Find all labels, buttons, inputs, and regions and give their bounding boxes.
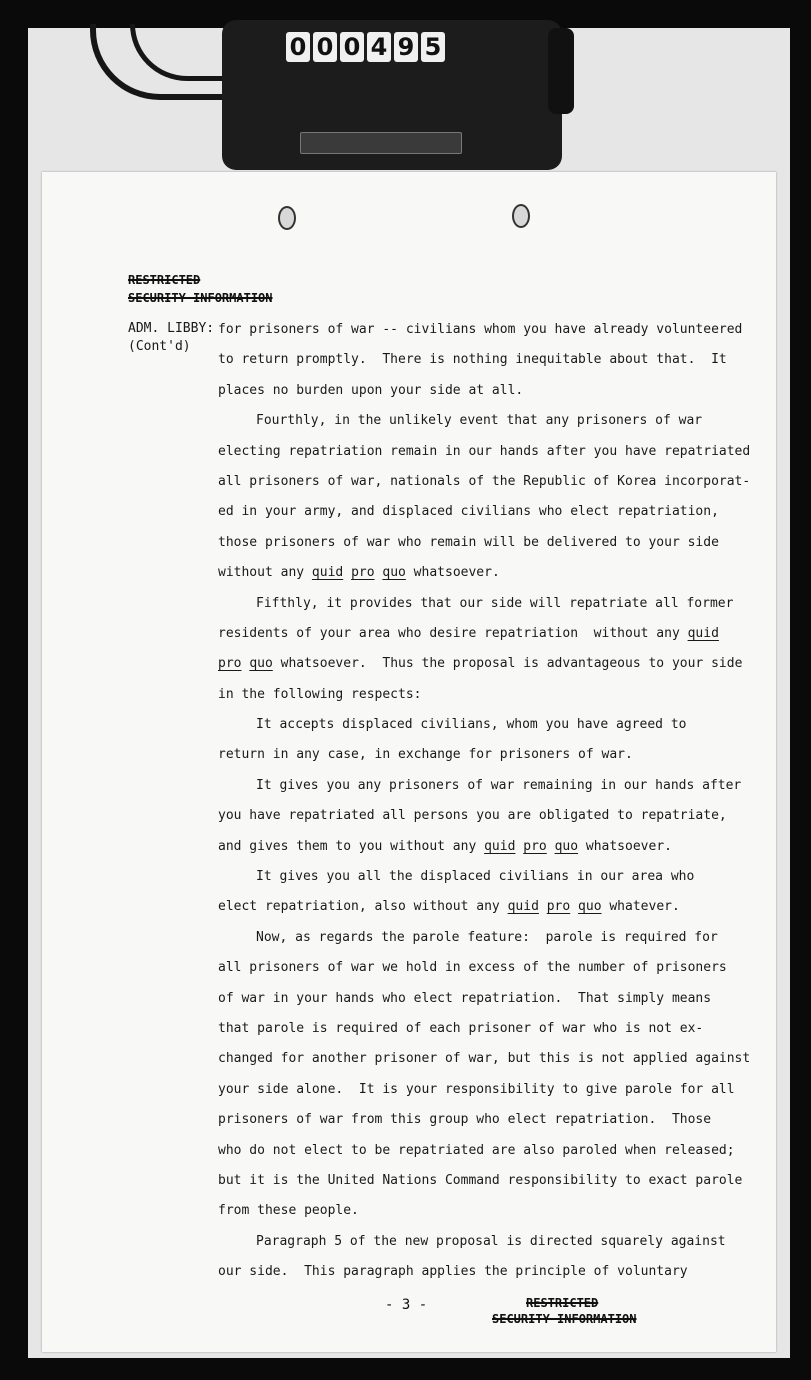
text-run bbox=[343, 565, 351, 580]
text-line bbox=[218, 740, 758, 770]
underlined-term: quid bbox=[311, 565, 344, 581]
underlined-term: quo bbox=[249, 656, 273, 672]
text-run: Paragraph 5 of the new proposal is directed squarely against bbox=[256, 1233, 726, 1249]
counter-digit: 9 bbox=[394, 32, 418, 62]
classification-security-top: SECURITY INFORMATION bbox=[128, 291, 273, 305]
text-line bbox=[218, 619, 758, 649]
text-line bbox=[218, 1105, 758, 1135]
text-run: whatsoever. bbox=[405, 565, 500, 581]
text-run: It gives you all the displaced civilians in our area who bbox=[256, 869, 695, 885]
text-line bbox=[218, 1227, 758, 1257]
text-line bbox=[218, 345, 758, 375]
text-run: to return promptly. There is nothing inequitable about that. It bbox=[218, 352, 727, 368]
text-run: that parole is required of each prisoner of war who is not ex- bbox=[218, 1020, 704, 1036]
text-run bbox=[547, 839, 555, 854]
counter-knob bbox=[548, 28, 574, 114]
text-line bbox=[218, 832, 758, 862]
text-run: It gives you any prisoners of war remaining in our hands after bbox=[256, 777, 742, 793]
text-line bbox=[218, 376, 758, 406]
text-run: Fourthly, in the unlikely event that any prisoners of war bbox=[256, 413, 703, 429]
text-line bbox=[218, 528, 758, 558]
underlined-term: quid bbox=[687, 625, 719, 641]
counter-digit: 5 bbox=[421, 32, 445, 62]
text-line bbox=[218, 923, 758, 953]
speaker-name: ADM. LIBBY: bbox=[128, 321, 215, 336]
counter-digit: 0 bbox=[340, 32, 364, 62]
text-run: elect repatriation, also without any bbox=[218, 899, 508, 915]
text-line bbox=[218, 1196, 758, 1226]
text-line bbox=[218, 1014, 758, 1044]
classification-security-bottom: SECURITY INFORMATION bbox=[492, 1312, 637, 1326]
text-line bbox=[218, 1044, 758, 1074]
text-run: for prisoners of war -- civilians whom you have already volunteered bbox=[218, 322, 743, 337]
text-line bbox=[218, 1257, 758, 1287]
speaker-continued: (Cont'd) bbox=[128, 339, 191, 354]
text-run: It accepts displaced civilians, whom you have agreed to bbox=[256, 717, 687, 733]
text-line bbox=[218, 771, 758, 801]
text-line bbox=[218, 497, 758, 527]
counter-nameplate bbox=[300, 132, 462, 154]
text-line bbox=[218, 467, 758, 497]
text-run: and gives them to you without any bbox=[218, 838, 485, 854]
text-line bbox=[218, 406, 758, 436]
text-line bbox=[218, 862, 758, 892]
text-line bbox=[218, 315, 758, 345]
text-run: those prisoners of war who remain will be delivered to your side bbox=[218, 534, 719, 550]
text-run: Fifthly, it provides that our side will repatriate all former bbox=[256, 595, 734, 611]
frame-counter-digits bbox=[286, 32, 445, 62]
text-run: places no burden upon your side at all. bbox=[218, 382, 524, 398]
text-run: electing repatriation remain in our hands after you have repatriated bbox=[218, 443, 751, 459]
text-run: without any bbox=[218, 565, 312, 581]
text-run: you have repatriated all persons you are obligated to repatriate, bbox=[218, 808, 727, 824]
document-page bbox=[42, 172, 776, 1352]
underlined-term: pro bbox=[546, 899, 571, 915]
underlined-term: pro bbox=[351, 565, 375, 581]
underlined-term: quo bbox=[578, 899, 602, 915]
text-run: of war in your hands who elect repatriation. That simply means bbox=[218, 990, 712, 1006]
text-run: but it is the United Nations Command responsibility to exact parole bbox=[218, 1172, 743, 1188]
classification-restricted-bottom: RESTRICTED bbox=[526, 1296, 599, 1310]
underlined-term: quo bbox=[382, 565, 406, 581]
text-run: ed in your army, and displaced civilians who elect repatriation, bbox=[218, 504, 719, 520]
underlined-term: pro bbox=[523, 838, 547, 854]
text-run: who do not elect to be repatriated are also paroled when released; bbox=[218, 1142, 735, 1158]
document-body bbox=[218, 315, 758, 1288]
text-run: from these people. bbox=[218, 1203, 359, 1219]
text-run bbox=[570, 899, 578, 914]
text-run: all prisoners of war, nationals of the Republic of Korea incorporat- bbox=[218, 473, 751, 489]
text-line bbox=[218, 649, 758, 679]
underlined-term: quid bbox=[507, 899, 539, 915]
text-run: return in any case, in exchange for prisoners of war. bbox=[218, 747, 633, 763]
page-number: - 3 - bbox=[385, 1297, 428, 1313]
text-run: changed for another prisoner of war, but this is not applied against bbox=[218, 1051, 751, 1067]
text-run: Now, as regards the parole feature: parole is required for bbox=[256, 929, 718, 945]
text-run: in the following respects: bbox=[218, 686, 422, 702]
text-line bbox=[218, 589, 758, 619]
underlined-term: quo bbox=[554, 838, 579, 854]
text-line bbox=[218, 710, 758, 740]
text-line bbox=[218, 1136, 758, 1166]
text-run: our side. This paragraph applies the principle of voluntary bbox=[218, 1264, 688, 1280]
punch-hole-left bbox=[278, 206, 296, 230]
text-line bbox=[218, 437, 758, 467]
text-line bbox=[218, 1166, 758, 1196]
text-line bbox=[218, 1075, 758, 1105]
classification-restricted-top: RESTRICTED bbox=[128, 273, 201, 287]
counter-digit: 0 bbox=[313, 32, 337, 62]
text-line bbox=[218, 558, 758, 588]
text-line bbox=[218, 801, 758, 831]
text-run: prisoners of war from this group who elect repatriation. Those bbox=[218, 1112, 712, 1128]
counter-digit: 0 bbox=[286, 32, 310, 62]
text-line bbox=[218, 892, 758, 922]
underlined-term: quid bbox=[484, 838, 516, 854]
text-run: whatsoever. bbox=[578, 838, 672, 854]
text-line bbox=[218, 680, 758, 710]
speaker-label bbox=[128, 320, 214, 356]
underlined-term: pro bbox=[218, 656, 242, 672]
text-run: your side alone. It is your responsibility to give parole for all bbox=[218, 1081, 735, 1097]
text-run: all prisoners of war we hold in excess of the number of prisoners bbox=[218, 960, 727, 976]
text-run: residents of your area who desire repatriation without any bbox=[218, 625, 688, 641]
text-line bbox=[218, 953, 758, 983]
text-run: whatsoever. Thus the proposal is advantageous to your side bbox=[272, 656, 743, 672]
text-line bbox=[218, 984, 758, 1014]
punch-hole-right bbox=[512, 204, 530, 228]
text-run: whatever. bbox=[601, 899, 680, 915]
counter-digit: 4 bbox=[367, 32, 391, 62]
text-run bbox=[539, 899, 547, 914]
